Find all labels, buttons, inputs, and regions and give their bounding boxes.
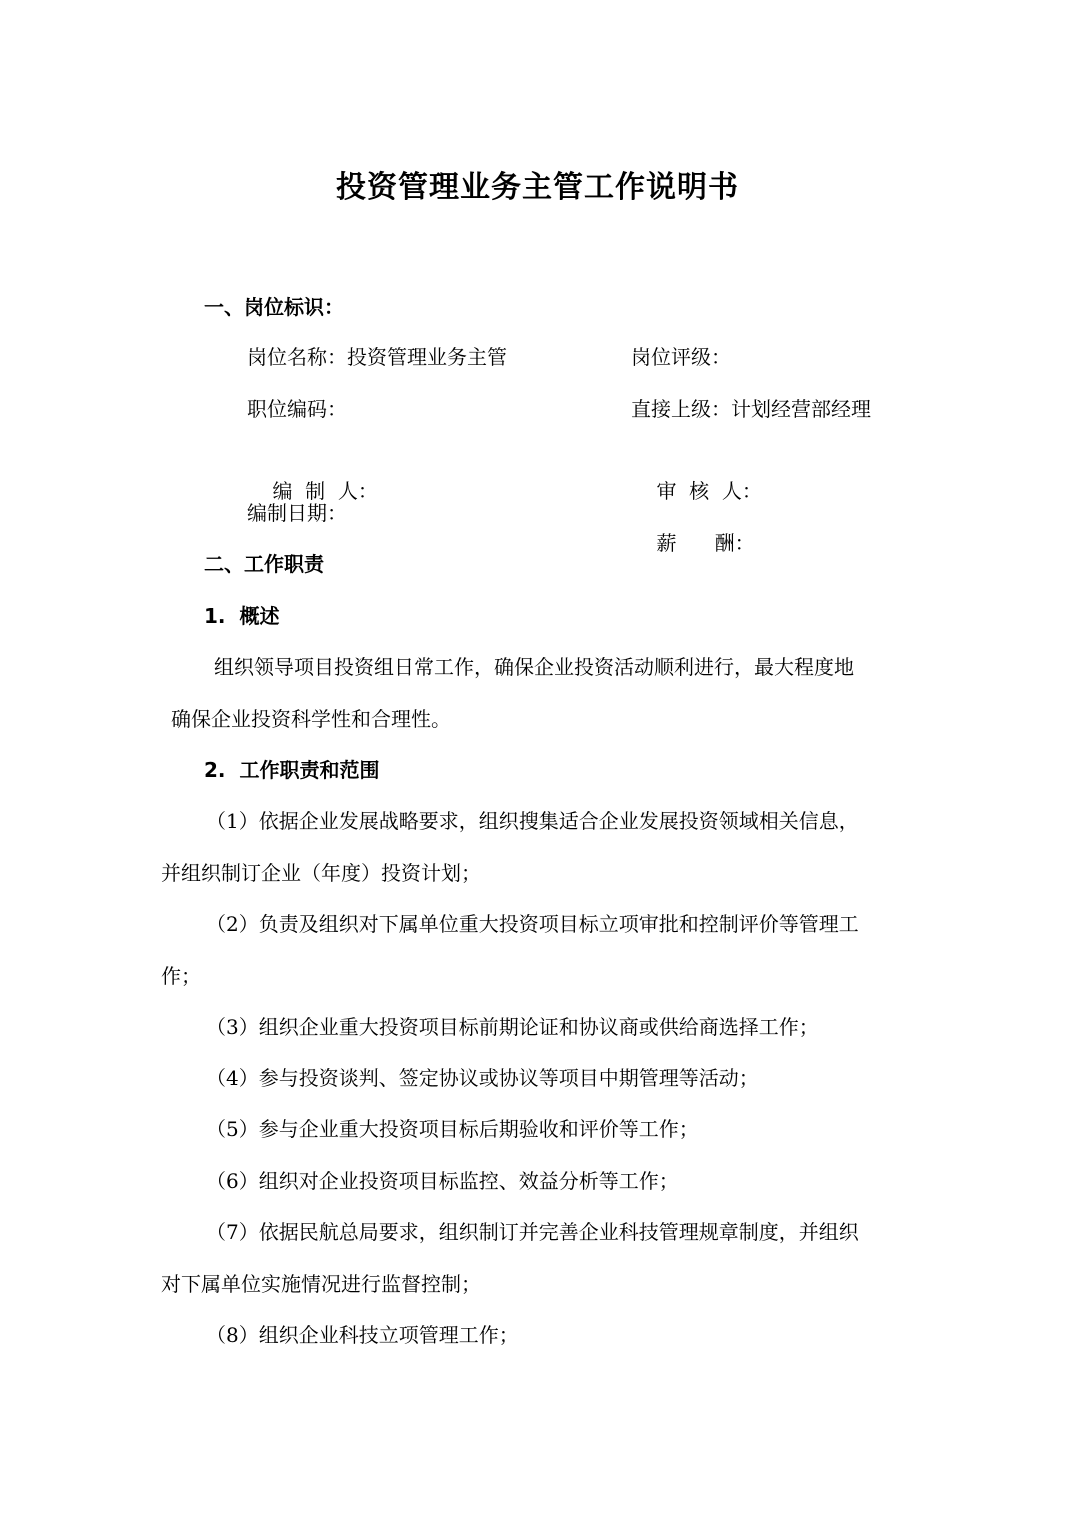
field-label: 审 核 人： <box>656 479 762 503</box>
duty-item-1-line-2: 并组织制订企业（年度）投资计划； <box>161 861 481 885</box>
document-title: 投资管理业务主管工作说明书 <box>336 170 739 205</box>
duty-item-2-line-1: （2）负责及组织对下属单位重大投资项目标立项审批和控制评价等管理工 <box>206 912 859 936</box>
field-position-code <box>247 394 347 424</box>
duty-item-5: （5）参与企业重大投资项目标后期验收和评价等工作； <box>206 1117 699 1141</box>
field-label: 直接上级： <box>631 397 731 421</box>
duty-item-4: （4）参与投资谈判、签定协议或协议等项目中期管理等活动； <box>206 1066 759 1090</box>
subsection-heading-scope: 2. 工作职责和范围 <box>204 758 380 782</box>
field-value: 计划经营部经理 <box>731 397 871 421</box>
field-label: 岗位评级： <box>631 345 731 369</box>
overview-line-2: 确保企业投资科学性和合理性。 <box>171 707 451 731</box>
field-label: 职位编码： <box>247 397 347 421</box>
field-label: 薪 酬： <box>656 531 755 555</box>
duty-item-1-line-1: （1）依据企业发展战略要求，组织搜集适合企业发展投资领域相关信息， <box>206 809 859 833</box>
field-position-grade <box>631 342 731 372</box>
duty-item-8: （8）组织企业科技立项管理工作； <box>206 1323 519 1347</box>
field-position-name <box>247 342 507 372</box>
field-label: 岗位名称： <box>247 345 347 369</box>
field-value: 投资管理业务主管 <box>347 345 507 369</box>
subsection-heading-overview: 1. 概述 <box>204 604 280 628</box>
field-salary <box>631 498 755 588</box>
field-direct-superior <box>631 394 871 424</box>
section-heading-duties: 二、工作职责 <box>204 552 324 576</box>
field-label: 编 制 人： <box>272 479 378 503</box>
overview-line-1: 组织领导项目投资组日常工作，确保企业投资活动顺利进行，最大程度地 <box>214 655 854 679</box>
duty-item-3: （3）组织企业重大投资项目标前期论证和协议商或供给商选择工作； <box>206 1015 819 1039</box>
duty-item-7-line-1: （7）依据民航总局要求，组织制订并完善企业科技管理规章制度，并组织 <box>206 1220 859 1244</box>
section-heading-position-id: 一、岗位标识： <box>204 295 344 319</box>
duty-item-2-line-2: 作； <box>161 964 201 988</box>
duty-item-7-line-2: 对下属单位实施情况进行监督控制； <box>161 1272 481 1296</box>
field-label: 编制日期： <box>247 501 347 525</box>
duty-item-6: （6）组织对企业投资项目标监控、效益分析等工作； <box>206 1169 679 1193</box>
field-prepared-date <box>247 498 347 528</box>
